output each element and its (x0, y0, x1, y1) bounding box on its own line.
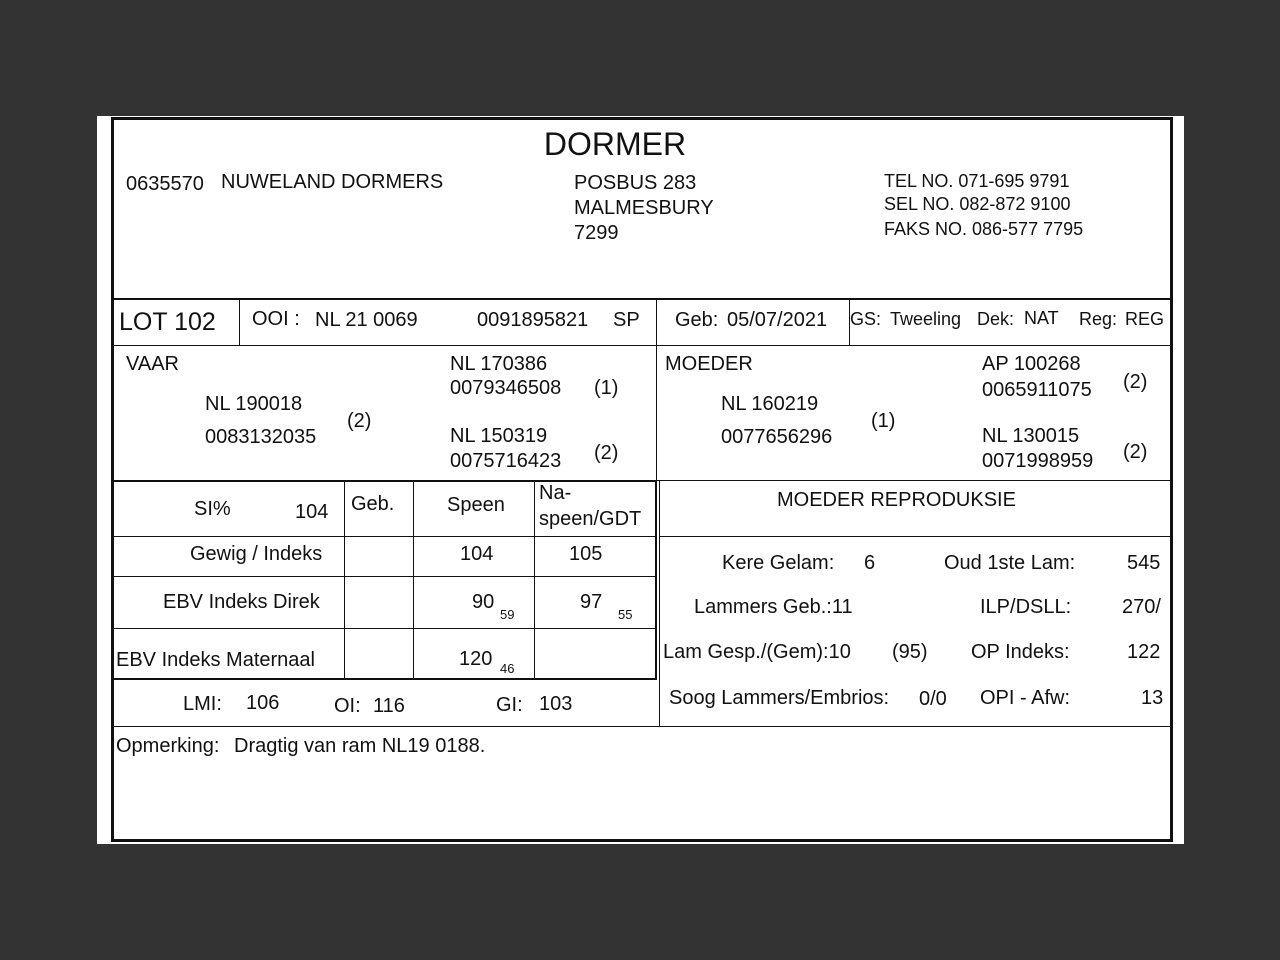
moeder-sire-reg: 0065911075 (982, 379, 1092, 401)
faks-number: FAKS NO. 086-577 7795 (884, 219, 1084, 239)
row-gewig-naspeen: 105 (569, 543, 603, 565)
lmi-label: LMI: (183, 693, 222, 715)
vaar-dam-reg: 0075716423 (450, 450, 562, 472)
ooi-code: SP (613, 309, 640, 331)
frame-bottom (111, 839, 1173, 842)
gs-label: GS: (850, 309, 882, 329)
oi-value: 116 (373, 695, 405, 717)
address-line-3: 7299 (574, 222, 619, 244)
vaar-sire-count: (1) (594, 377, 619, 399)
reg-label: Reg: (1079, 309, 1118, 329)
frame-right (1170, 118, 1173, 840)
reproduksie-header-line (660, 536, 1173, 537)
vaar-count: (2) (347, 410, 372, 432)
index-row1-line (111, 576, 656, 577)
ooi-divider (656, 299, 657, 345)
geb-label: Geb: (675, 309, 719, 331)
col-geb-header: Geb. (351, 493, 395, 515)
row-gewig-label: Gewig / Indeks (190, 543, 323, 565)
moeder-dam-reg: 0071998959 (982, 450, 1094, 472)
ooi-label: OOI : (252, 308, 300, 330)
page-title: DORMER (543, 126, 687, 162)
opi-afw-value: 13 (1141, 687, 1164, 709)
gi-label: GI: (496, 694, 523, 716)
kere-gelam-value: 6 (864, 552, 876, 574)
index-col-speen-line (413, 480, 414, 678)
index-col-geb-line (344, 480, 345, 678)
reg-value: REG (1125, 309, 1165, 329)
moeder-sire-id: AP 100268 (982, 353, 1081, 375)
moeder-sire-count: (2) (1123, 371, 1148, 393)
ilp-dsll-label: ILP/DSLL: (980, 596, 1072, 618)
row-maternaal-speen-sub: 46 (500, 661, 515, 676)
vaar-sire-reg: 0079346508 (450, 377, 562, 399)
opi-afw-label: OPI - Afw: (980, 687, 1071, 709)
ooi-id: NL 21 0069 (315, 309, 418, 331)
vaar-sire-id: NL 170386 (450, 353, 548, 375)
moeder-id: NL 160219 (721, 393, 819, 415)
ilp-dsll-value: 270/ (1122, 596, 1161, 618)
op-indeks-value: 122 (1127, 641, 1161, 663)
col-speen-header: Speen (447, 494, 505, 516)
kere-gelam-label: Kere Gelam: (722, 552, 835, 574)
index-table-bottom-line (111, 678, 657, 680)
row-maternaal-label: EBV Indeks Maternaal (116, 649, 315, 671)
row-maternaal-speen: 120 (459, 648, 493, 670)
vaar-dam-id: NL 150319 (450, 425, 548, 447)
dek-value: NAT (1024, 308, 1059, 328)
moeder-label: MOEDER (665, 353, 753, 375)
tel-number: TEL NO. 071-695 9791 (884, 171, 1070, 191)
si-label: SI% (194, 498, 231, 520)
vaar-id: NL 190018 (205, 393, 303, 415)
breeder-number: 0635570 (126, 173, 204, 195)
op-indeks-label: OP Indeks: (971, 641, 1070, 663)
opmerking-text: Dragtig van ram NL19 0188. (234, 735, 486, 757)
pedigree-divider (656, 345, 657, 480)
opmerking-label: Opmerking: (116, 735, 220, 757)
si-value: 104 (295, 501, 329, 523)
sel-number: SEL NO. 082-872 9100 (884, 194, 1071, 214)
lot-row-bottom-line (111, 345, 1173, 346)
row-gewig-speen: 104 (460, 543, 494, 565)
row-direk-speen-sub: 59 (500, 607, 515, 622)
soog-lammers-label: Soog Lammers/Embrios: (669, 687, 890, 709)
vaar-dam-count: (2) (594, 442, 619, 464)
row-direk-speen: 90 (472, 591, 495, 613)
index-header-line (111, 536, 656, 537)
gs-value: Tweeling (890, 309, 962, 329)
vaar-reg: 0083132035 (205, 426, 317, 448)
lmi-value: 106 (246, 692, 280, 714)
lammers-geb: Lammers Geb.:11 (694, 596, 853, 618)
moeder-reg: 0077656296 (721, 426, 833, 448)
index-col-naspeen-line (534, 480, 535, 678)
index-row2-line (111, 628, 656, 629)
geb-date: 05/07/2021 (727, 309, 828, 331)
oi-label: OI: (334, 695, 361, 717)
address-line-1: POSBUS 283 (574, 172, 697, 194)
col-naspeen-header-2: speen/GDT (539, 508, 642, 530)
pedigree-bottom-line-right (657, 480, 1173, 481)
index-table-right-border (655, 480, 657, 680)
moeder-dam-id: NL 130015 (982, 425, 1080, 447)
pedigree-bottom-line-left (111, 480, 657, 482)
vaar-label: VAAR (126, 353, 179, 375)
moeder-count: (1) (871, 410, 896, 432)
lot-number: LOT 102 (119, 308, 216, 336)
lam-gesp: Lam Gesp./(Gem):10 (663, 641, 851, 663)
address-line-2: MALMESBURY (574, 197, 714, 219)
dek-label: Dek: (977, 309, 1015, 329)
soog-lammers-value: 0/0 (919, 688, 947, 710)
col-naspeen-header-1: Na- (539, 482, 572, 504)
lot-divider (239, 299, 240, 345)
breeder-name: NUWELAND DORMERS (221, 171, 444, 193)
row-direk-naspeen-sub: 55 (618, 607, 633, 622)
frame-left (111, 118, 114, 840)
gi-value: 103 (539, 693, 573, 715)
summary-bottom-line (111, 726, 1173, 727)
reproduksie-title: MOEDER REPRODUKSIE (777, 489, 1016, 511)
moeder-dam-count: (2) (1123, 441, 1148, 463)
ooi-reg-number: 0091895821 (477, 309, 589, 331)
oud-lam-label: Oud 1ste Lam: (944, 552, 1076, 574)
lot-row-top-line (111, 298, 1173, 300)
oud-lam-value: 545 (1127, 552, 1161, 574)
frame-top (111, 117, 1173, 120)
row-direk-label: EBV Indeks Direk (163, 591, 320, 613)
row-direk-naspeen: 97 (580, 591, 603, 613)
lam-gesp-gem: (95) (892, 641, 928, 663)
lot-card (97, 116, 1184, 844)
reproduksie-left-border (659, 480, 660, 726)
